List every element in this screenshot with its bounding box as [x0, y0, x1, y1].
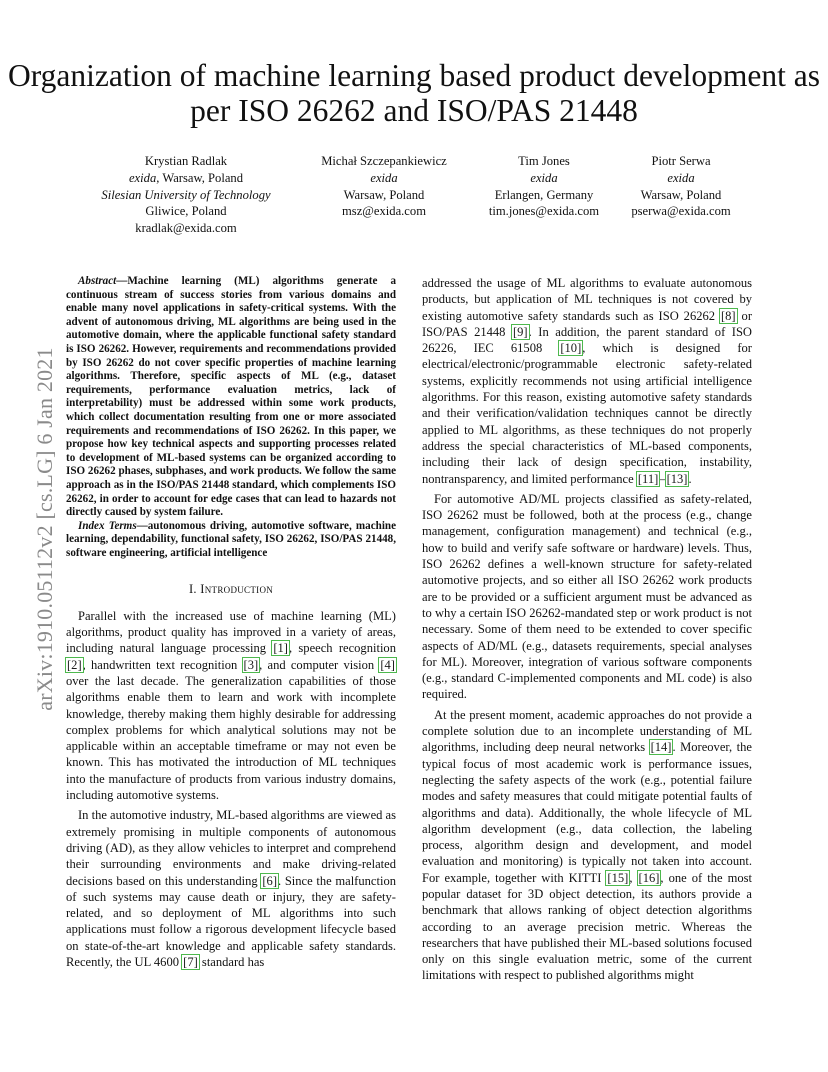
citation-link[interactable]: [2] — [67, 657, 82, 672]
author-location: Warsaw, Poland — [640, 187, 722, 202]
citation-link[interactable]: [10] — [560, 341, 582, 356]
citation-link[interactable]: [4] — [380, 657, 395, 672]
author-affiliation: exida — [370, 170, 398, 185]
citation-link[interactable]: [7] — [183, 955, 198, 969]
author-email[interactable]: tim.jones@exida.com — [488, 204, 600, 219]
arxiv-sidebar — [34, 300, 56, 758]
author-email[interactable]: pserwa@exida.com — [631, 204, 731, 219]
index-terms-label: Index Terms — [78, 519, 137, 532]
author-email[interactable]: msz@exida.com — [342, 204, 426, 219]
citation-link[interactable]: [15] — [607, 870, 629, 885]
author-affiliation: exida — [667, 170, 695, 185]
author-name: Piotr Serwa — [651, 154, 711, 168]
citation-link[interactable]: [16] — [638, 870, 660, 885]
citation-link[interactable]: [11] — [637, 471, 659, 486]
left-column — [66, 275, 396, 970]
citation-link[interactable]: [3] — [243, 657, 259, 672]
author-affiliation-2: Silesian University of Technology — [101, 187, 271, 202]
index-terms — [66, 520, 396, 561]
intro-paragraph-5: At the present moment, academic approaches do not provide a complete solution due to an incomplete understanding of ML algorithms, including deep neural networks [14]. Moreover, the typical focus of most academic work is performance issues, neglecting the safety aspects of the work (e.g., potential failure modes and safety measures that could mitigate potential faults of algorithms and data). Additionally, the whole lifecycle of ML algorithm development (e.g., data collection, the labeling process, algorithm design and development, and model evaluation and monitoring) is typically not taken into account. For example, together with KITTI [15], [16], one of the most popular dataset for 3D object detection, its authors provide a benchmark that allows ranking of object detection algorithms according to an average precision metric. Whereas the researchers that have published their ML-based solutions focused only on this single evaluation metric, some of the current limitations with respect to published algorithms might — [422, 707, 753, 983]
author-name: Krystian Radlak — [144, 154, 228, 168]
author-block-1 — [92, 153, 280, 237]
author-location: Warsaw, Poland — [343, 187, 425, 202]
author-name: Michał Szczepankiewicz — [321, 154, 447, 168]
author-block-4 — [618, 153, 744, 220]
citation-link[interactable]: [8] — [720, 308, 736, 323]
intro-paragraph-4: For automotive AD/ML projects classified as safety-related, ISO 26262 must be followed, both at the process (e.g., change management, configuration management) and technical (e.g., how to build and verify safe software or hardware) levels. Thus, ISO 26262 defines a well-known structure for safety-related automotive projects, and so either all ISO 26262 work products are to be provided or a sufficient argument must be advanced as to why a certain ISO 26262-mandated step or work product is not necessary. Some of them need to be extended to cover specific aspects of AD/ML (e.g., datasets requirements, special analyses for ML). Moreover, integration of various software components (e.g., standard C-implemented components and ML code) is also required. — [422, 491, 752, 702]
citation-link[interactable]: [14] — [650, 740, 672, 755]
author-email[interactable]: kradlak@exida.com — [135, 221, 237, 236]
section-heading: I. Introduction — [188, 582, 274, 597]
arxiv-identifier: arXiv:1910.05112v2 [cs.LG] 6 Jan 2021 — [32, 347, 57, 711]
citation-link[interactable]: [9] — [512, 324, 528, 339]
citation-link[interactable]: [6] — [262, 873, 278, 888]
author-location: Gliwice, Poland — [145, 204, 227, 219]
abstract — [66, 275, 396, 520]
citation-link[interactable]: [13] — [666, 471, 688, 486]
intro-paragraph-2: In the automotive industry, ML-based algorithms are viewed as extremely promising in multiple components of autonomous driving (AD), as they allow vehicles to interpret and comprehend their surrounding environments and make driving-related decisions based on this understanding [6]. Since the malfunction of such systems may cause death or injury, they are safety-related, and so deployment of ML algorithms into such applications must follow a rigorous development lifecycle based on state-of-the-art knowledge and applicable safety standards. Recently, the UL 4600 [7] standard has — [66, 808, 397, 969]
author-affiliation: exida, Warsaw, Poland — [128, 170, 244, 185]
citation-link[interactable]: [1] — [273, 641, 288, 656]
right-column — [422, 275, 752, 984]
paper-title: Organization of machine learning based product development as per ISO 26262 and ISO/PAS 21448 — [7, 58, 821, 128]
author-block-2 — [300, 153, 468, 220]
author-location: Erlangen, Germany — [494, 187, 594, 202]
author-block-3 — [478, 153, 610, 220]
intro-paragraph-1: Parallel with the increased use of machine learning (ML) algorithms, product quality has improved in a variety of areas, including natural language processing [1], speech recognition [2], handwritten text recognition [3], and computer vision [4] over the last decade. The generalization capabilities of those algorithms enable them to learn and work with incomplete knowledge, thereby making them highly desirable for addressing complex problems for which analytical solutions may not be applicable within an acceptable timeframe or may not even be known. This has motivated the introduction of ML techniques into the manufacture of products from various industry domains, including automotive systems. — [66, 608, 396, 803]
author-affiliation: exida — [530, 170, 558, 185]
index-terms-text: —autonomous driving, automotive software, machine learning, dependability, functional safety, ISO 26262, ISO/PAS 21448, software engineering, artificial intelligence — [66, 519, 396, 559]
author-name: Tim Jones — [518, 154, 570, 168]
intro-paragraph-3: addressed the usage of ML algorithms to evaluate autonomous products, but application of ML techniques is not covered by existing automotive safety standards such as ISO 26262 [8] or ISO/PAS 21448 [9]. In addition, the parent standard of ISO 26226, IEC 61508 [10], which is designed for electrical/electronic/programmable electronic safety-related systems, explicitly recommends not using artificial intelligence algorithms. For this reason, existing automotive safety standards and their verification/validation techniques cannot be directly applied to ML algorithms, as these techniques do not properly address the special characteristics of ML-based components, including their lack of design specification, instability, nontransparency, and limited performance [11]–[13]. — [422, 276, 753, 486]
abstract-label: Abstract — [78, 275, 117, 287]
abstract-text: —Machine learning (ML) algorithms generate a continuous stream of success stories from various domains and enable many novel applications in safety-critical systems. With the advent of autonomous driving, ML algorithms are being used in the automotive domain, where the applicable functional safety standard is ISO 26262. However, requirements and recommendations provided by ISO 26262 do not cover specific properties of machine learning algorithms. Therefore, specific aspects of ML (e.g., dataset requirements, performance evaluation metrics, lack of interpretability) must be addressed within some work products, which collect documentation resulting from one or more associated requirements and recommendations of ISO 26262. In this paper, we propose how key technical aspects and supporting processes related to development of ML-based systems can be organized according to ISO 26262 phases, subphases, and work products. We follow the same approach as in the ISO/PAS 21448 standard, which complements ISO 26262, in order to account for edge cases that can lead to hazards not directly caused by system failure. — [66, 275, 396, 519]
